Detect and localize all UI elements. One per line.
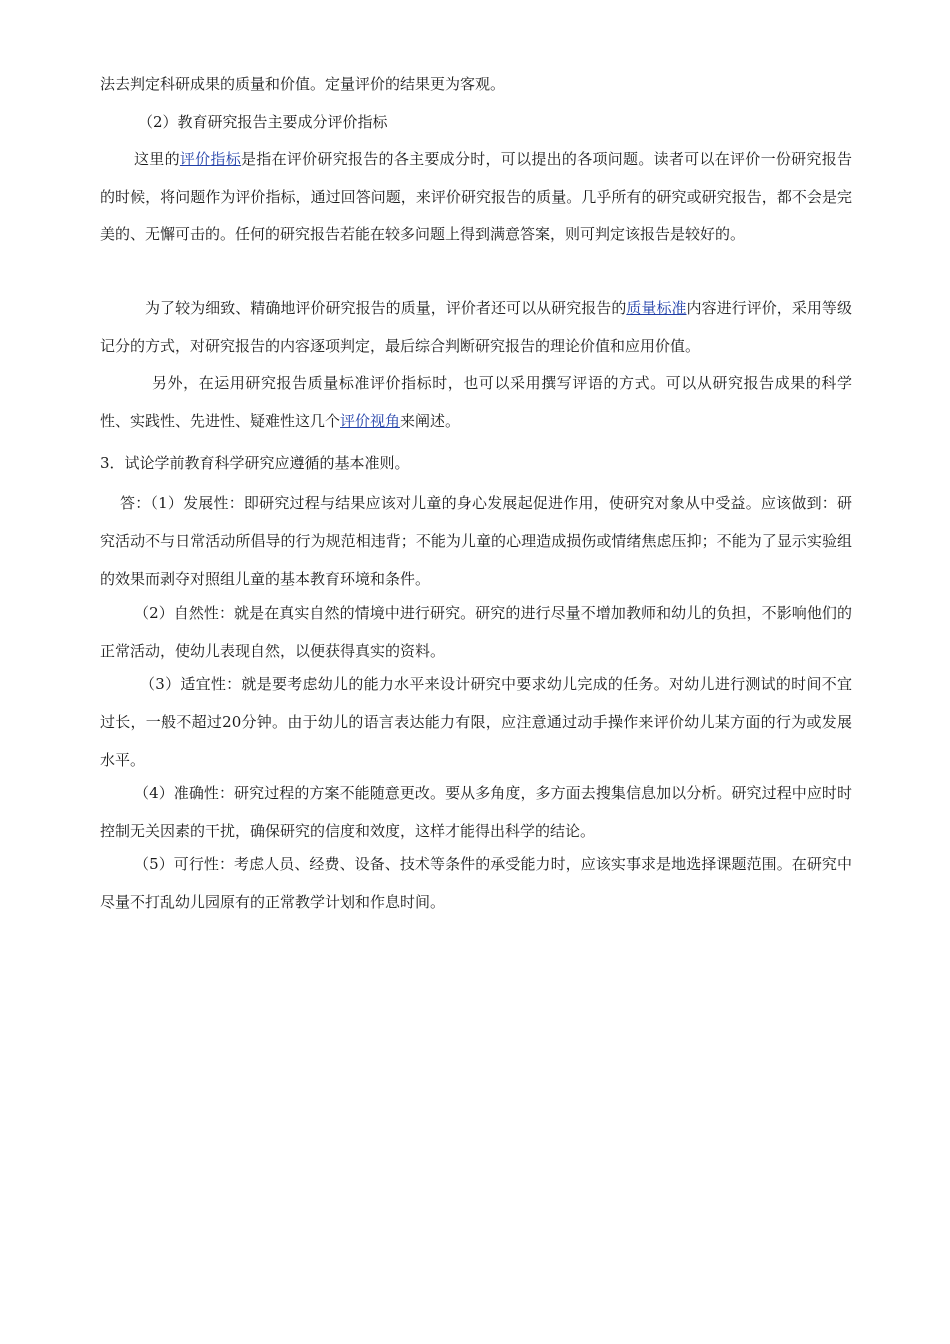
paragraph-quality-standards [100, 290, 852, 365]
answer-naturalness: （2）自然性：就是在真实自然的情境中进行研究。研究的进行尽量不增加教师和幼儿的负担，不影响他们的正常活动，使幼儿表现自然，以便获得真实的资料。 [100, 604, 852, 660]
paragraph-evaluation-perspectives [100, 365, 852, 440]
paragraph-evaluation-indicators [100, 141, 852, 254]
answer-accuracy: （4）准确性：研究过程的方案不能随意更改。要从多角度，多方面去搜集信息加以分析。研究过程中应时时控制无关因素的干扰，确保研究的信度和效度，这样才能得出科学的结论。 [100, 784, 852, 840]
para1-after: 是指在评价研究报告的各主要成分时，可以提出的各项问题。读者可以在评价一份研究报告的时候，将问题作为评价指标，通过回答问题，来评价研究报告的质量。几乎所有的研究或研究报告，都不会是完美的、无懈可击的。任何的研究报告若能在较多问题上得到满意答案，则可判定该报告是较好的。 [100, 150, 852, 243]
link-evaluation-indicators[interactable]: 评价指标 [179, 150, 241, 168]
para3-before: 另外，在运用研究报告质量标准评价指标时，也可以采用撰写评语的方式。可以从研究报告成果的科学性、实践性、先进性、疑难性这几个 [100, 374, 852, 430]
subheading-evaluation-indicators: （2）教育研究报告主要成分评价指标 [138, 113, 388, 131]
answer-development: 答：（1）发展性：即研究过程与结果应该对儿童的身心发展起促进作用，使研究对象从中受益。应该做到：研究活动不与日常活动所倡导的行为规范相违背；不能为儿童的心理造成损伤或情绪焦虑压抑；不能为了显示实验组的效果而剥夺对照组儿童的基本教育环境和条件。 [100, 494, 852, 588]
link-quality-standards[interactable]: 质量标准 [626, 299, 687, 317]
answer-feasibility: （5）可行性：考虑人员、经费、设备、技术等条件的承受能力时，应该实事求是地选择课题范围。在研究中尽量不打乱幼儿园原有的正常教学计划和作息时间。 [100, 855, 852, 911]
para1-before: 这里的 [134, 150, 180, 168]
para2-after: 内容进行评价，采用等级记分的方式，对研究报告的内容逐项判定，最后综合判断研究报告的理论价值和应用价值。 [100, 299, 852, 355]
answer-appropriateness: （3）适宜性：就是要考虑幼儿的能力水平来设计研究中要求幼儿完成的任务。对幼儿进行测试的时间不宜过长，一般不超过20分钟。由于幼儿的语言表达能力有限，应注意通过动手操作来评价幼儿某方面的行为或发展水平。 [100, 675, 852, 769]
link-evaluation-perspectives[interactable]: 评价视角 [340, 411, 401, 430]
para2-before: 为了较为细致、精确地评价研究报告的质量，评价者还可以从研究报告的 [145, 299, 627, 317]
intro-line: 法去判定科研成果的质量和价值。定量评价的结果更为客观。 [100, 75, 506, 93]
question-3: 3．试论学前教育科学研究应遵循的基本准则。 [100, 454, 410, 472]
para3-after: 来阐述。 [400, 411, 461, 430]
